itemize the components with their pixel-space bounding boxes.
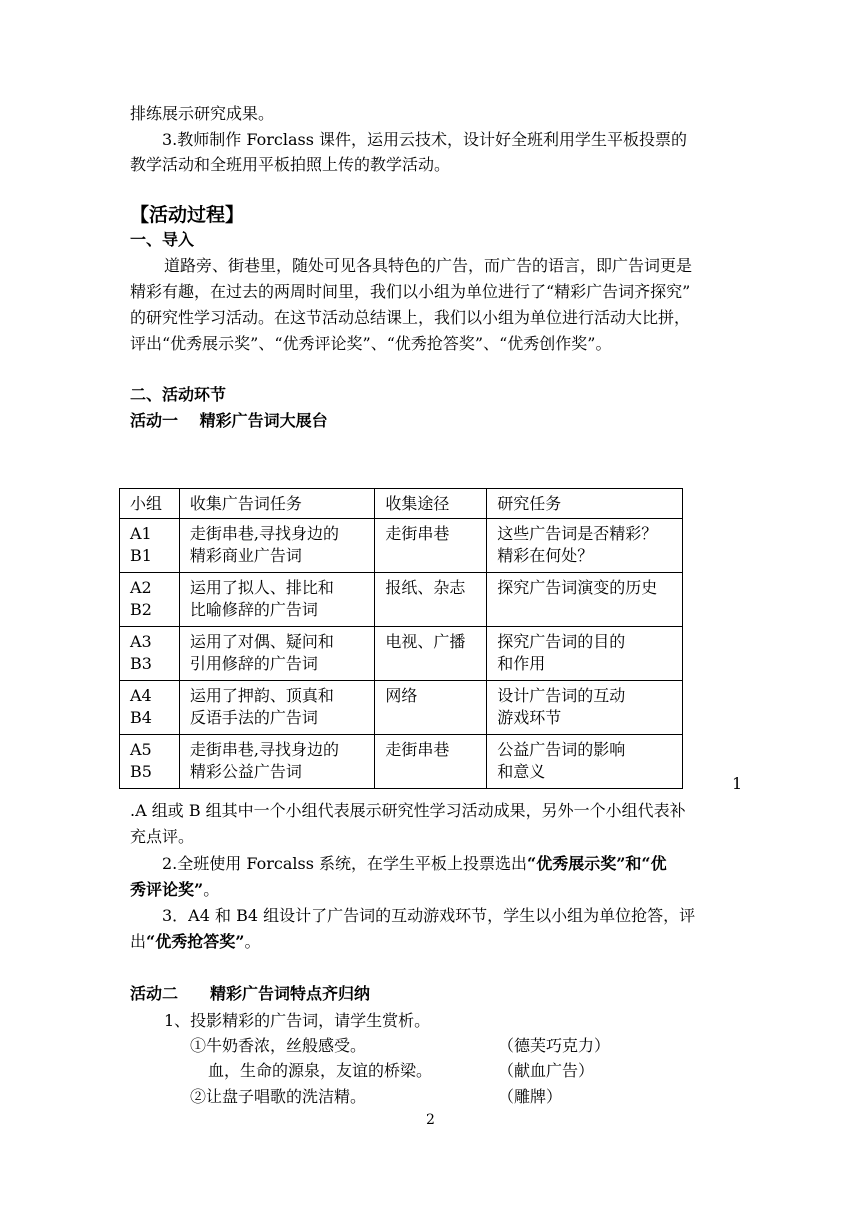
channel-cell: 报纸、杂志: [375, 573, 487, 627]
group-cell: A2 B2: [120, 573, 180, 627]
intro-line-1: 排练展示研究成果。: [130, 104, 275, 123]
task-cell: 运用了对偶、疑问和 引用修辞的广告词: [179, 627, 375, 681]
header-task: 收集广告词任务: [179, 489, 375, 519]
item1-line-2: 充点评。: [130, 827, 195, 846]
channel-cell: 网络: [375, 681, 487, 735]
header-group: 小组: [120, 489, 180, 519]
page-number-2: 2: [426, 1112, 435, 1128]
channel-cell: 电视、广播: [375, 627, 487, 681]
example-2-text: 血，生命的源泉，友谊的桥梁。: [208, 1061, 433, 1080]
item3-line-2: 出“优秀抢答奖”。: [130, 932, 261, 951]
channel-cell: 走街串巷: [375, 519, 487, 573]
table-header-row: [120, 489, 683, 519]
part1-paragraph-line-4: 评出“优秀展示奖”、“优秀评论奖”、“优秀抢答奖”、“优秀创作奖”。: [130, 334, 612, 353]
table-row: [120, 735, 683, 789]
activity2-step1: 1、投影精彩的广告词，请学生赏析。: [164, 1011, 431, 1030]
research-cell: 这些广告词是否精彩？ 精彩在何处？: [487, 519, 683, 573]
section-title: 【活动过程】: [130, 204, 245, 226]
item1-line-1: .A 组或 B 组其中一个小组代表展示研究性学习活动成果，另外一个小组代表补: [130, 801, 686, 820]
item2-line-1: 2.全班使用 Forcalss 系统，在学生平板上投票选出“优秀展示奖”和“优: [162, 854, 667, 873]
task-cell: 走街串巷,寻找身边的 精彩商业广告词: [179, 519, 375, 573]
example-2-source: （献血广告）: [498, 1061, 595, 1080]
group-cell: A3 B3: [120, 627, 180, 681]
table-row: [120, 681, 683, 735]
group-cell: A4 B4: [120, 681, 180, 735]
intro-line-2: 3.教师制作 Forclass 课件，运用云技术，设计好全班利用学生平板投票的: [162, 130, 687, 149]
table-row: [120, 573, 683, 627]
research-cell: 公益广告词的影响 和意义: [487, 735, 683, 789]
group-task-table: [119, 488, 683, 789]
example-3-text: ②让盘子唱歌的洗洁精。: [190, 1087, 367, 1106]
group-cell: A1 B1: [120, 519, 180, 573]
table-row: [120, 519, 683, 573]
item3-line-1: 3．A4 和 B4 组设计了广告词的互动游戏环节，学生以小组为单位抢答，评: [162, 906, 696, 925]
part1-heading: 一、导入: [130, 230, 195, 249]
activity1-title: 活动一 精彩广告词大展台: [130, 411, 328, 430]
research-cell: 探究广告词演变的历史: [487, 573, 683, 627]
channel-cell: 走街串巷: [375, 735, 487, 789]
item2-line-2: 秀评论奖”。: [130, 880, 220, 899]
research-cell: 设计广告词的互动 游戏环节: [487, 681, 683, 735]
part2-heading: 二、活动环节: [130, 385, 227, 404]
part1-paragraph-line-1: 道路旁、街巷里，随处可见各具特色的广告，而广告的语言，即广告词更是: [164, 256, 693, 275]
activity2-title: 活动二 精彩广告词特点齐归纳: [130, 984, 371, 1003]
table-row: [120, 627, 683, 681]
header-channel: 收集途径: [375, 489, 487, 519]
example-3-source: （雕牌）: [498, 1087, 563, 1106]
page-number-1: 1: [732, 774, 743, 793]
header-research: 研究任务: [487, 489, 683, 519]
group-cell: A5 B5: [120, 735, 180, 789]
intro-line-3: 教学活动和全班用平板拍照上传的教学活动。: [130, 155, 451, 174]
research-cell: 探究广告词的目的 和作用: [487, 627, 683, 681]
part1-paragraph-line-2: 精彩有趣，在过去的两周时间里，我们以小组为单位进行了“精彩广告词齐探究”: [130, 282, 691, 301]
part1-paragraph-line-3: 的研究性学习活动。在这节活动总结课上，我们以小组为单位进行活动大比拼，: [130, 308, 691, 327]
task-cell: 运用了押韵、顶真和 反语手法的广告词: [179, 681, 375, 735]
example-1-text: ①牛奶香浓，丝般感受。: [190, 1036, 367, 1055]
example-1-source: （德芙巧克力）: [498, 1036, 611, 1055]
task-cell: 走街串巷,寻找身边的 精彩公益广告词: [179, 735, 375, 789]
task-cell: 运用了拟人、排比和 比喻修辞的广告词: [179, 573, 375, 627]
